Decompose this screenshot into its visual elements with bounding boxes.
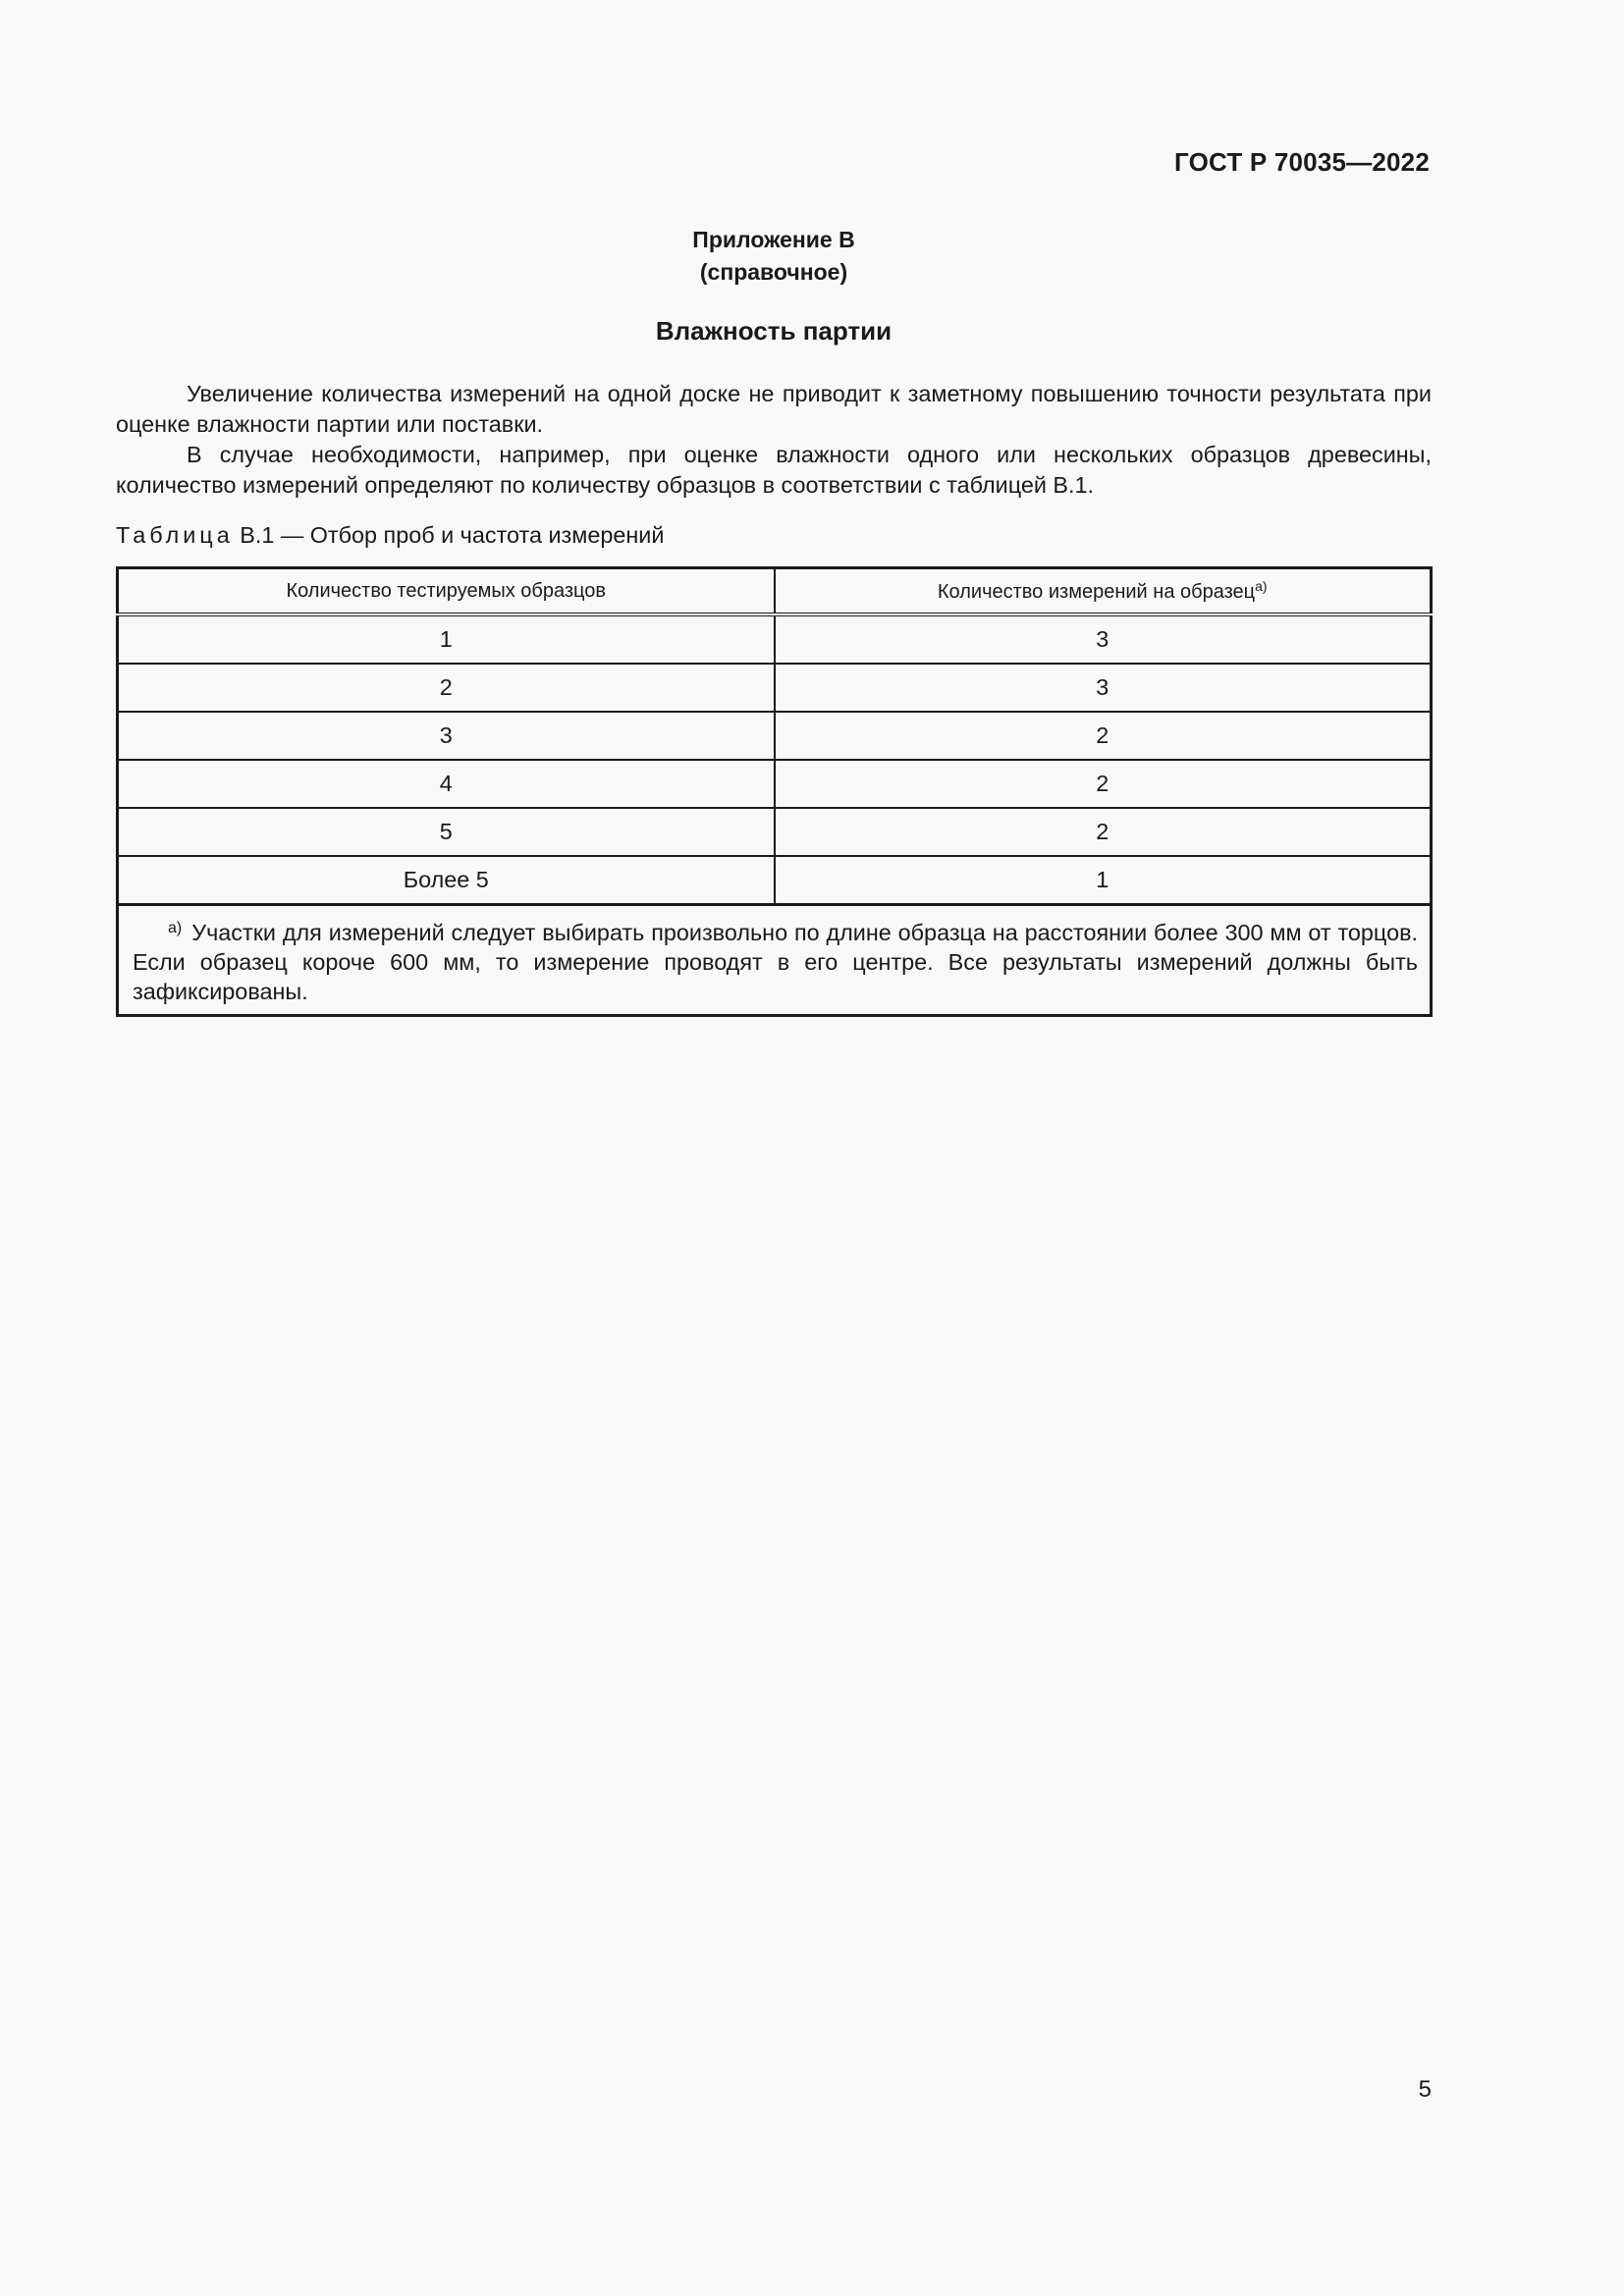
sampling-table <box>116 566 1433 1017</box>
paragraph: Увеличение количества измерений на одной доске не приводит к заметному повышению точности результата при оценке влажности партии или поставки. <box>116 381 1432 437</box>
table-row <box>118 664 1432 712</box>
table-caption-text: В.1 — Отбор проб и частота измерений <box>240 522 665 548</box>
table-cell: 1 <box>118 614 775 664</box>
table-row <box>118 760 1432 808</box>
table-cell: 2 <box>775 760 1432 808</box>
table-row <box>118 856 1432 905</box>
table-cell: 3 <box>118 712 775 760</box>
table-footnote-row <box>118 905 1432 1016</box>
table-cell: 5 <box>118 808 775 856</box>
table-cell: 2 <box>775 712 1432 760</box>
table-cell: 3 <box>775 664 1432 712</box>
section-title: Влажность партии <box>655 316 893 346</box>
table-caption-label: Таблица <box>116 522 234 548</box>
table-cell: 3 <box>775 614 1432 664</box>
page-number: 5 <box>1418 2076 1432 2103</box>
table-cell: 2 <box>118 664 775 712</box>
header-footnote-mark: а) <box>1255 578 1268 594</box>
footnote-text: Участки для измерений следует выбирать произвольно по длине образца на расстоянии более 300 мм от торцов. Если образец короче 600 мм, то измерение проводят в его центре. Все результаты измерений должны быть зафиксированы. <box>133 920 1418 1004</box>
body-text <box>116 379 1432 501</box>
table-row <box>118 614 1432 664</box>
table-cell: 2 <box>775 808 1432 856</box>
table-caption <box>116 522 664 549</box>
column-header-measurements: Количество измерений на образец$^{а)}$ <box>775 568 1432 615</box>
table-cell: 1 <box>775 856 1432 905</box>
paragraph: В случае необходимости, например, при оценке влажности одного или нескольких образцов древесины, количество измерений определяют по количеству образцов в соответствии с таблицей В.1. <box>116 442 1432 498</box>
table-footnote <box>118 905 1432 1016</box>
footnote-mark: а) <box>168 920 183 936</box>
table-cell: Более 5 <box>118 856 775 905</box>
appendix-title: Приложение В <box>692 227 855 252</box>
table-row <box>118 712 1432 760</box>
table-header-row <box>118 568 1432 615</box>
appendix-heading <box>116 224 1432 289</box>
table-cell: 4 <box>118 760 775 808</box>
column-header-samples: Количество тестируемых образцов <box>118 568 775 615</box>
table-row <box>118 808 1432 856</box>
appendix-subtitle: (справочное) <box>699 259 848 285</box>
document-code: ГОСТ Р 70035—2022 <box>1174 147 1430 177</box>
